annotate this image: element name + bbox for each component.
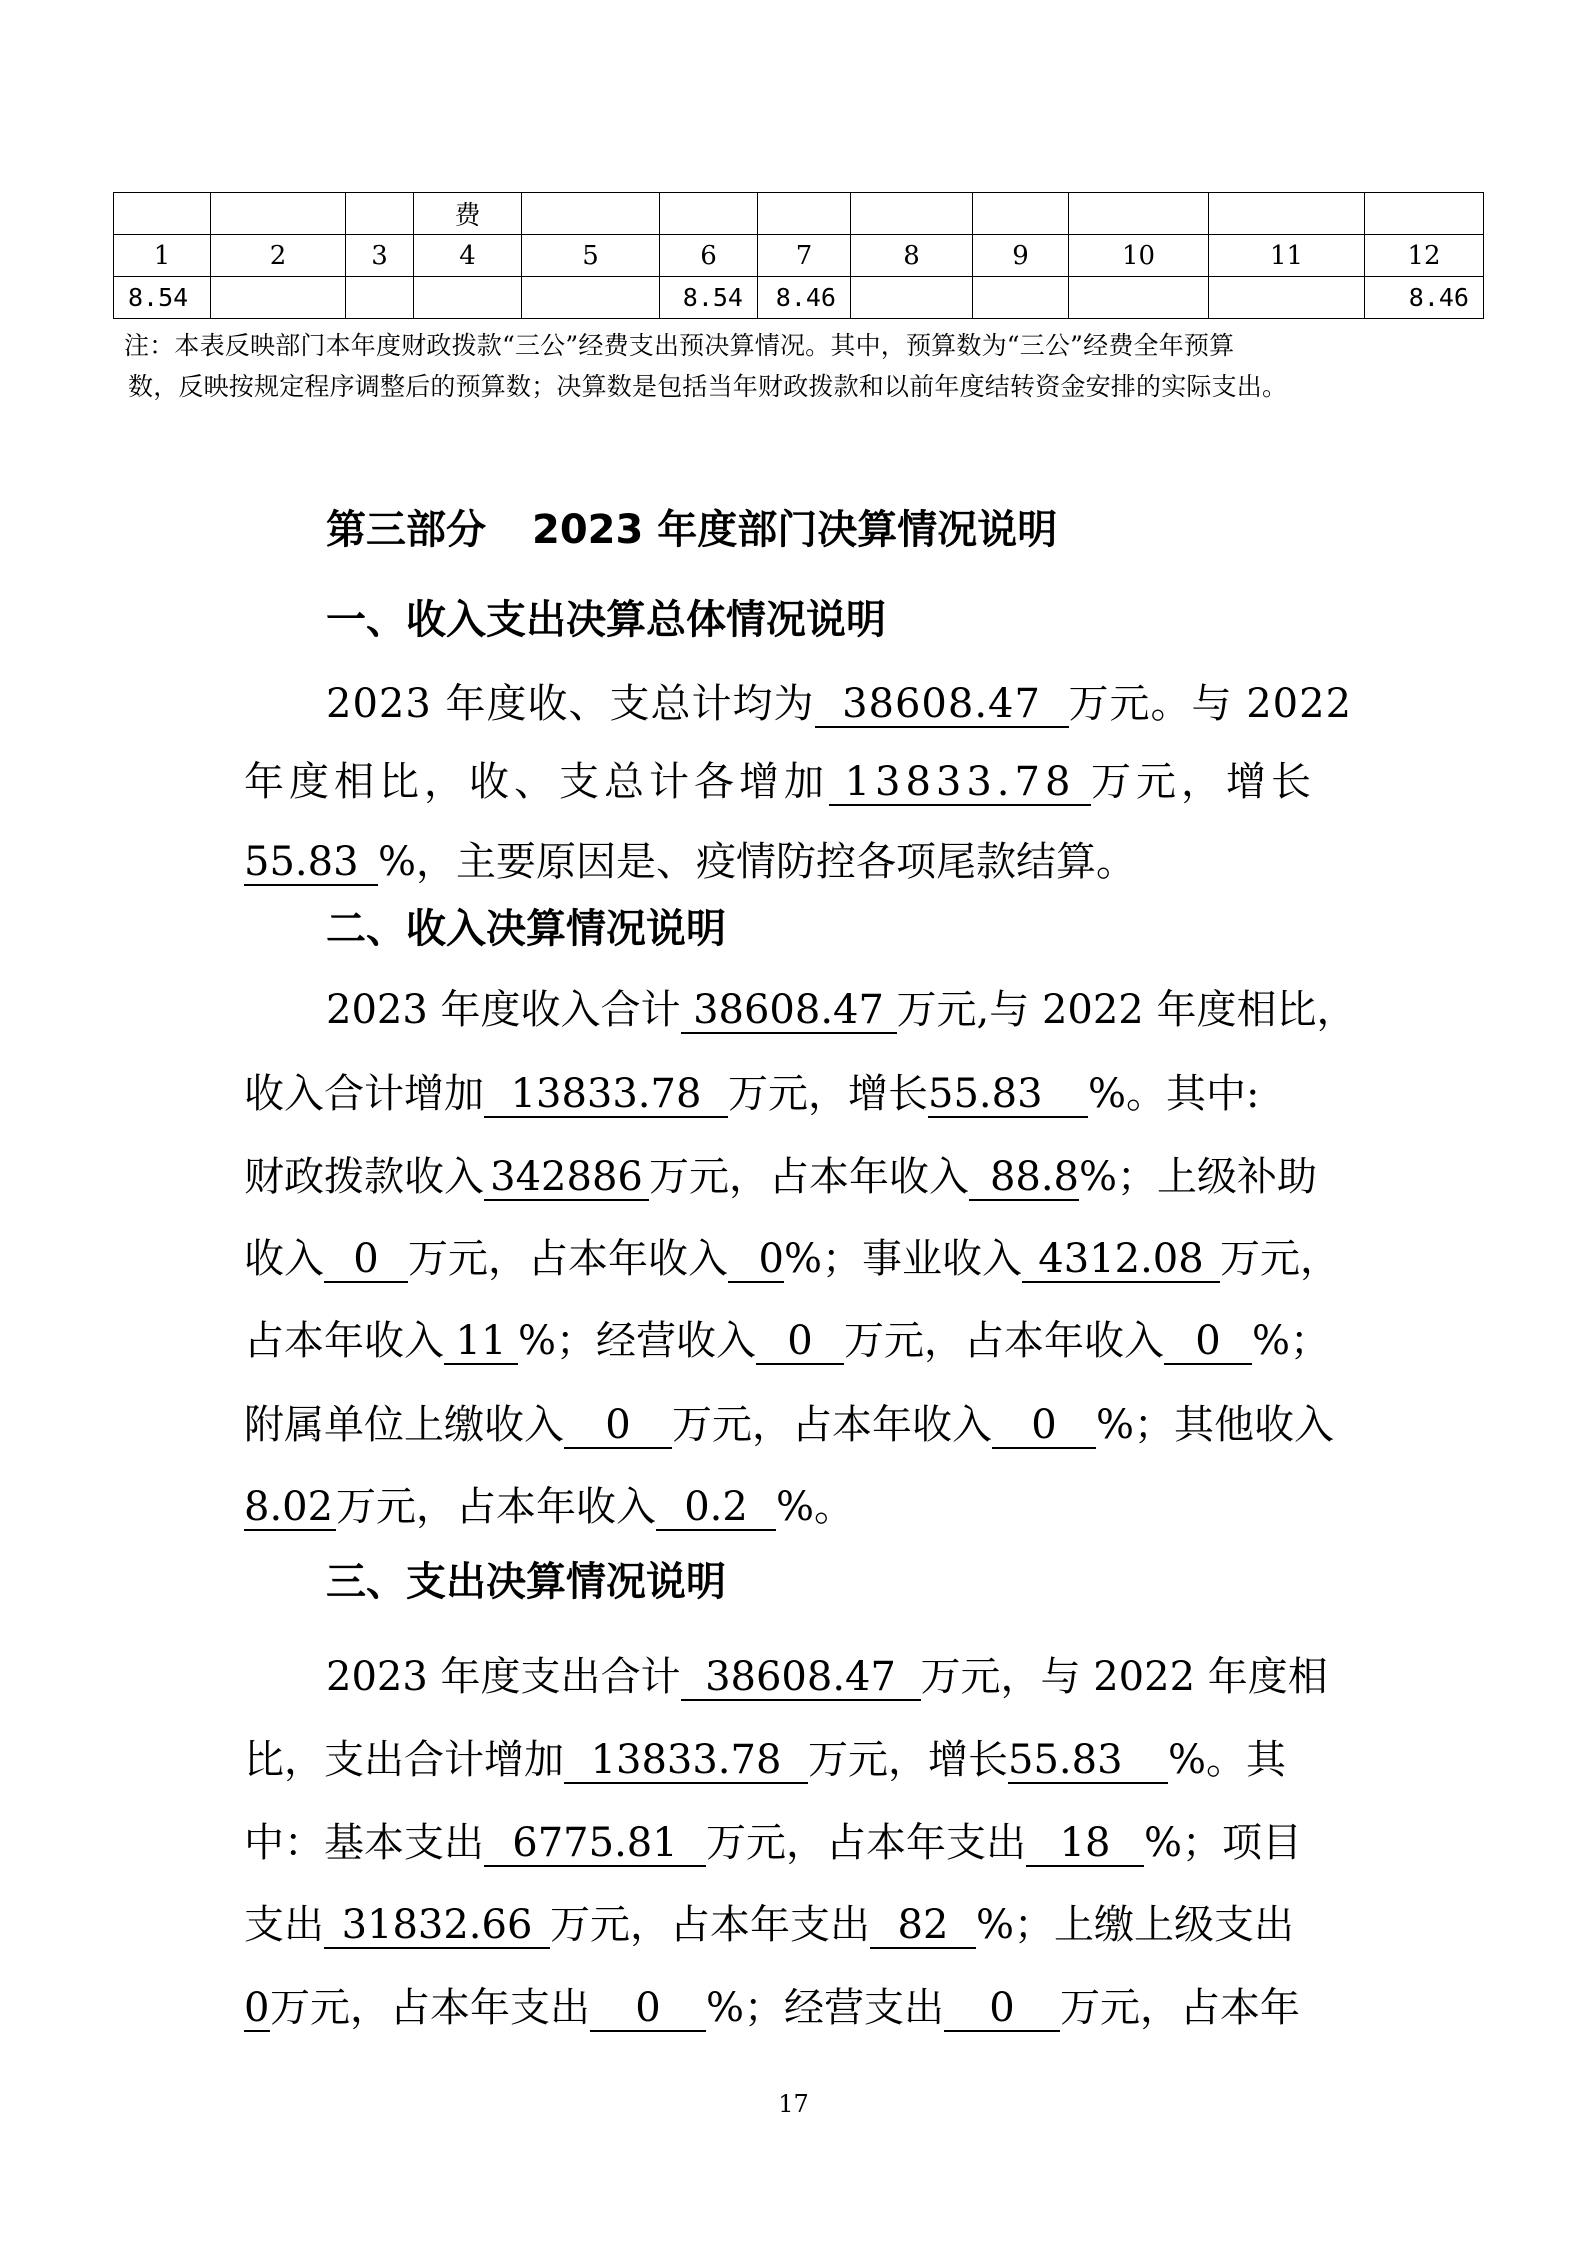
fill-value: 342886 (484, 1157, 649, 1201)
fill-value: 11 (444, 1321, 518, 1365)
fill-value: 82 (870, 1905, 976, 1949)
fill-value: 31832.66 (324, 1905, 550, 1949)
value-cell: 8.46 (1365, 277, 1484, 319)
section-heading: 一、收入支出决算总体情况说明 (326, 597, 886, 643)
paragraph-line: 支出 31832.66 万元，占本年支出 82 %；上缴上级支出 (244, 1902, 1295, 1948)
column-number-cell: 12 (1365, 235, 1484, 277)
column-number-cell: 3 (346, 235, 414, 277)
paragraph-line: 0万元，占本年支出 0 %；经营支出 0 万元，占本年 (244, 1985, 1301, 2031)
fill-value: 0 (992, 1405, 1096, 1449)
value-cell (1209, 277, 1365, 319)
fill-value: 18 (1026, 1823, 1144, 1867)
table-note (124, 325, 1494, 407)
section-heading: 二、收入决算情况说明 (326, 906, 726, 952)
paragraph-line: 收入 0 万元，占本年收入 0%；事业收入 4312.08 万元， (244, 1236, 1341, 1282)
table-row-column-numbers (114, 235, 1484, 277)
fill-value: 0 (244, 1985, 270, 2031)
fill-value: 0 (1164, 1321, 1252, 1365)
fill-value: 0 (324, 1239, 408, 1283)
value-cell (522, 277, 660, 319)
paragraph-line: 55.83 %，主要原因是、疫情防控各项尾款结算。 (244, 839, 1137, 885)
fill-value: 55.83 (1008, 1740, 1168, 1784)
paragraph-line: 2023 年度收、支总计均为 38608.47 万元。与 2022 (326, 681, 1353, 727)
paragraph-line: 中：基本支出 6775.81 万元，占本年支出 18 %；项目 (244, 1820, 1303, 1866)
fill-value: 38608.47 (681, 990, 897, 1034)
part-title-text: 2023 年度部门决算情况说明 (532, 507, 1058, 553)
fill-value: 8.02 (244, 1487, 336, 1531)
part-title-prefix: 第三部分 (326, 507, 486, 553)
fill-value: 0 (728, 1239, 784, 1283)
three-public-expenses-table (113, 192, 1484, 319)
paragraph-line: 附属单位上缴收入 0 万元，占本年收入 0 %；其他收入 (244, 1402, 1335, 1448)
value-cell: 8.54 (114, 277, 211, 319)
value-cell (211, 277, 346, 319)
fill-value: 13833.78 (829, 762, 1091, 806)
header-fragment-cell: 费 (414, 193, 522, 235)
value-cell (414, 277, 522, 319)
fill-value: 13833.78 (564, 1740, 808, 1784)
value-cell (851, 277, 973, 319)
fill-value: 55.83 (244, 842, 378, 886)
fill-value: 55.83 (928, 1074, 1088, 1118)
part-title (326, 498, 1057, 555)
column-number-cell: 9 (973, 235, 1069, 277)
fill-value: 0 (944, 1988, 1060, 2032)
page-number: 17 (778, 2090, 809, 2118)
value-cell: 8.46 (758, 277, 851, 319)
fill-value: 6775.81 (484, 1823, 706, 1867)
section-heading: 三、支出决算情况说明 (326, 1559, 726, 1605)
paragraph-line: 比，支出合计增加 13833.78 万元，增长55.83 %。其 (244, 1737, 1287, 1783)
paragraph-line: 2023 年度支出合计 38608.47 万元，与 2022 年度相 (326, 1654, 1328, 1700)
fill-value: 0.2 (656, 1487, 776, 1531)
column-number-cell: 6 (660, 235, 758, 277)
paragraph-line: 收入合计增加 13833.78 万元，增长55.83 %。其中: (244, 1071, 1260, 1117)
column-number-cell: 8 (851, 235, 973, 277)
table-row-header-fragment (114, 193, 1484, 235)
value-cell (346, 277, 414, 319)
fill-value: 88.8 (969, 1157, 1079, 1201)
paragraph-line: 占本年收入 11 %；经营收入 0 万元，占本年收入 0 %； (244, 1318, 1331, 1364)
value-cell (1069, 277, 1209, 319)
value-cell: 8.54 (660, 277, 758, 319)
paragraph-line: 财政拨款收入 342886 万元，占本年收入 88.8%；上级补助 (244, 1154, 1318, 1200)
fill-value: 13833.78 (484, 1074, 728, 1118)
fill-value: 4312.08 (1022, 1239, 1220, 1283)
fill-value: 0 (756, 1321, 844, 1365)
table-note-line: 注：本表反映部门本年度财政拨款“三公”经费支出预决算情况。其中，预算数为“三公”经费全年预算 (124, 331, 1235, 360)
fill-value: 0 (564, 1405, 672, 1449)
table-row-values (114, 277, 1484, 319)
column-number-cell: 5 (522, 235, 660, 277)
paragraph-line: 8.02万元，占本年收入 0.2 %。 (244, 1484, 855, 1530)
paragraph-line: 年度相比，收、支总计各增加 13833.78 万元，增长 (244, 759, 1316, 805)
column-number-cell: 2 (211, 235, 346, 277)
table-note-line: 数，反映按规定程序调整后的预算数；决算数是包括当年财政拨款和以前年度结转资金安排的实际支出。 (128, 372, 1288, 401)
column-number-cell: 4 (414, 235, 522, 277)
column-number-cell: 7 (758, 235, 851, 277)
column-number-cell: 10 (1069, 235, 1209, 277)
fill-value: 0 (590, 1988, 706, 2032)
fill-value: 38608.47 (681, 1657, 921, 1701)
fill-value: 38608.47 (815, 684, 1069, 728)
column-number-cell: 1 (114, 235, 211, 277)
column-number-cell: 11 (1209, 235, 1365, 277)
value-cell (973, 277, 1069, 319)
paragraph-line: 2023 年度收入合计 38608.47 万元,与 2022 年度相比， (326, 987, 1357, 1033)
